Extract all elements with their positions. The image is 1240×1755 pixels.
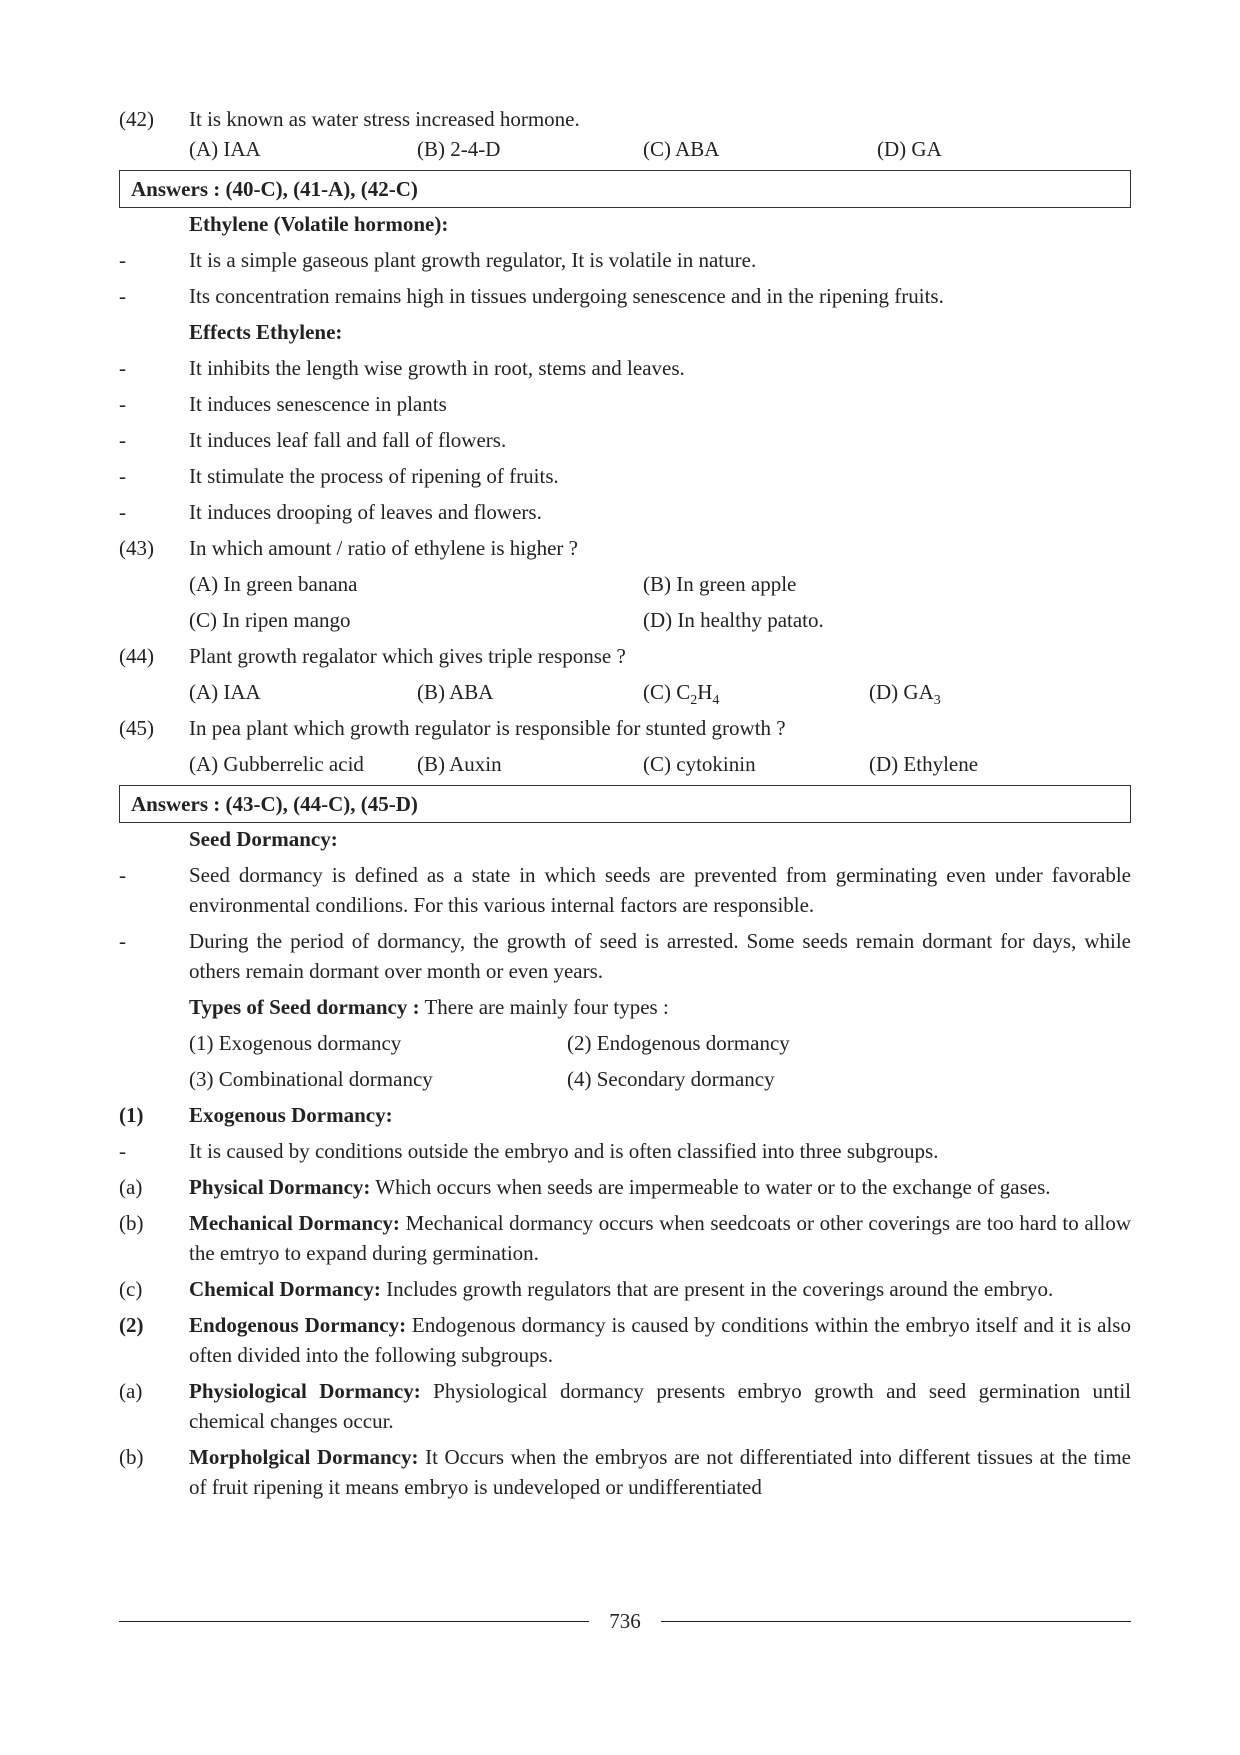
question-42-options [189,134,1131,164]
subitem: (a) Physiological Dormancy: Physiological dormancy presents embryo growth and seed germination until chemical changes occur. [119,1379,1131,1433]
option-d: (D) GA [877,137,942,161]
question-43-options-row-2 [189,605,1131,635]
question-number: (45) [119,716,154,740]
bullet-dash: - [119,248,126,272]
option-b: (B) In green apple [643,572,797,596]
option-c: (C) cytokinin [643,752,756,776]
subitem: (a) Physical Dormancy: Which occurs when seeds are impermeable to water or to the exchange of gases. [119,1175,1051,1199]
bullet-item: - It induces leaf fall and fall of flowers. [119,425,1131,455]
bullet-item: - It inhibits the length wise growth in root, stems and leaves. [119,353,1131,383]
subitem: (c) Chemical Dormancy: Includes growth regulators that are present in the coverings around the embryo. [119,1277,1054,1301]
bullet-dash: - [119,392,126,416]
effects-heading: Effects Ethylene: [189,320,343,344]
types-label: Types of Seed dormancy : [189,995,420,1019]
question-45 [119,713,1131,743]
option-d: (D) $GA_3$ [869,680,941,709]
option-b: (B) 2-4-D [417,137,501,161]
question-text: In which amount / ratio of ethylene is higher ? [189,536,578,560]
question-45-options [189,749,1131,779]
footer-rule-right [661,1621,1131,1622]
option-b: (B) ABA [417,680,494,704]
question-number: (43) [119,536,154,560]
question-43-options-row-1 [189,569,1131,599]
question-number: (44) [119,644,154,668]
bullet-item: - It is caused by conditions outside the embryo and is often classified into three subgroups. [119,1136,1131,1166]
bullet-dash: - [119,464,126,488]
bullet-item: - It induces drooping of leaves and flowers. [119,497,1131,527]
types-row-2 [189,1064,1131,1094]
bullet-item: - Seed dormancy is defined as a state in which seeds are prevented from germinating even under favorable environmental condilions. For this various internal factors are responsible. [119,860,1131,920]
bullet-dash: - [119,428,126,452]
option-b: (B) Auxin [417,752,502,776]
subitem: (b) Mechanical Dormancy: Mechanical dormancy occurs when seedcoats or other coverings are too hard to allow the emtryo to expand during germination. [119,1211,1131,1265]
ethylene-heading: Ethylene (Volatile hormone): [189,212,449,236]
bullet-dash: - [119,284,126,308]
section-number: (2) [119,1313,144,1337]
bullet-item: - It induces senescence in plants [119,389,1131,419]
types-row-1 [189,1028,1131,1058]
endogenous-row: (2) Endogenous Dormancy: Endogenous dormancy is caused by conditions within the embryo itself and it is also often divided into the following subgroups. [119,1310,1131,1370]
question-43 [119,533,1131,563]
option-a: (A) Gubberrelic acid [189,752,364,776]
section-number: (1) [119,1103,144,1127]
page-number: 736 [609,1609,641,1633]
option-a: (A) In green banana [189,572,358,596]
types-text: There are mainly four types : [419,995,669,1019]
bullet-dash: - [119,500,126,524]
option-c: (C) ABA [643,137,720,161]
option-c: (C) $C_2H_4$ [643,680,720,709]
bullet-item: - During the period of dormancy, the growth of seed is arrested. Some seeds remain dormant for days, while others remain dormant over month or even years. [119,926,1131,986]
document-page [119,104,1131,1508]
bullet-item: - Its concentration remains high in tissues undergoing senescence and in the ripening fruits. [119,281,1131,311]
bullet-item: - It is a simple gaseous plant growth regulator, It is volatile in nature. [119,245,1131,275]
bullet-item: - It stimulate the process of ripening of fruits. [119,461,1131,491]
types-line [189,992,1131,1022]
option-a: (A) IAA [189,680,261,704]
type-item: (2) Endogenous dormancy [567,1031,790,1055]
option-a: (A) IAA [189,137,261,161]
bullet-dash: - [119,863,126,887]
type-item: (3) Combinational dormancy [189,1067,433,1091]
question-text: In pea plant which growth regulator is responsible for stunted growth ? [189,716,786,740]
question-number: (42) [119,107,154,131]
answers-box-1: Answers : (40-C), (41-A), (42-C) [119,170,1131,208]
option-d: (D) In healthy patato. [643,608,824,632]
question-text: It is known as water stress increased hormone. [189,107,580,131]
option-d: (D) Ethylene [869,752,979,776]
type-item: (4) Secondary dormancy [567,1067,775,1091]
bullet-dash: - [119,929,126,953]
question-44 [119,641,1131,671]
seed-dormancy-heading: Seed Dormancy: [189,827,338,851]
question-44-options [189,677,1131,707]
option-c: (C) In ripen mango [189,608,351,632]
page-footer [119,1606,1131,1636]
exogenous-heading: Exogenous Dormancy: [189,1103,393,1127]
exogenous-heading-row [119,1100,1131,1130]
bullet-dash: - [119,356,126,380]
bullet-dash: - [119,1139,126,1163]
subitem: (b) Morpholgical Dormancy: It Occurs when the embryos are not differentiated into different tissues at the time of fruit ripening it means embryo is undeveloped or undifferentiated [119,1445,1131,1499]
answers-box-2: Answers : (43-C), (44-C), (45-D) [119,785,1131,823]
question-42 [119,104,1131,134]
type-item: (1) Exogenous dormancy [189,1031,402,1055]
question-text: Plant growth regalator which gives triple response ? [189,644,626,668]
